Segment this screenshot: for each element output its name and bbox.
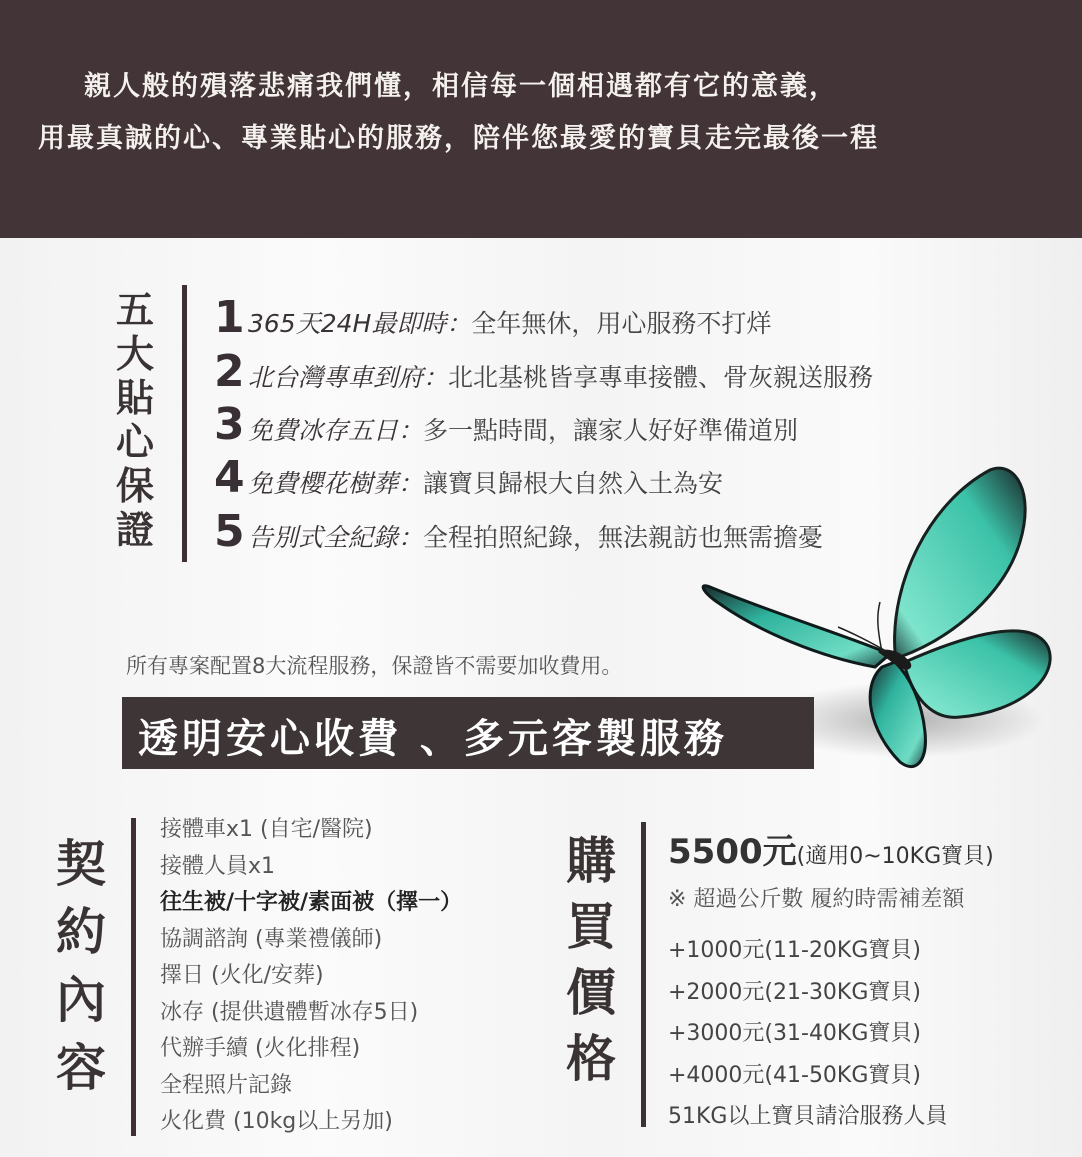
price-note: ※ 超過公斤數 履約時需補差額 [668,887,965,912]
contract-list [160,812,462,1141]
upper-right-wing [895,468,1026,657]
list-item: 代辦手續 (火化排程) [160,1036,361,1061]
guarantee-title: 免費櫻花樹葬： [248,469,424,498]
guarantee-desc: 全程拍照紀錄，無法親訪也無需擔憂 [423,523,824,552]
guarantee-number: 4 [214,452,245,503]
service-note: 所有專案配置8大流程服務，保證皆不需要加收費用。 [126,654,623,678]
guarantee-item-2 [214,346,873,397]
heading-char: 價 [566,963,616,1022]
guarantee-item-4 [214,452,723,503]
guarantees-divider [182,285,187,562]
list-item: 往生被/十字被/素面被（擇一） [160,890,463,915]
guarantee-number: 5 [214,506,245,557]
banner-line-2: 用最真誠的心、專業貼心的服務，陪伴您最愛的寶貝走完最後一程 [38,123,879,154]
slogan-banner [122,697,814,769]
heading-char: 五 [116,287,155,332]
heading-char: 貼 [116,375,155,420]
list-item: 擇日 (火化/安葬) [160,963,324,988]
list-item: 接體車x1 (自宅/醫院) [160,817,373,842]
heading-char: 容 [56,1038,106,1097]
list-item: +2000元(21-30KG寶貝) [668,979,921,1005]
guarantee-title: 告別式全紀錄： [248,523,424,552]
price-amount: 5500元 [668,832,797,872]
heading-char: 大 [116,331,155,376]
base-price [668,824,994,873]
heading-char: 約 [56,902,106,961]
list-item: +3000元(31-40KG寶貝) [668,1021,921,1046]
top-banner [0,0,1082,238]
contract-divider [131,818,136,1136]
heading-char: 格 [566,1029,616,1088]
guarantee-number: 2 [214,346,245,397]
contract-heading [56,830,106,1102]
heading-char: 內 [56,970,106,1029]
guarantee-item-1 [214,292,771,343]
list-item: 接體人員x1 [160,853,276,879]
guarantee-title: 免費冰存五日： [248,416,424,445]
heading-char: 保 [116,463,155,508]
list-item: +1000元(11-20KG寶貝) [668,938,921,963]
price-heading [566,828,616,1092]
guarantees-heading [116,288,154,552]
surcharge-list [668,930,947,1138]
guarantee-desc: 讓寶貝歸根大自然入土為安 [423,469,724,498]
price-divider [641,822,646,1127]
guarantee-desc: 北北基桃皆享專車接體、骨灰親送服務 [448,363,874,392]
list-item: 協調諮詢 (專業禮儀師) [160,926,383,952]
guarantee-title: 365天24H最即時： [248,309,472,338]
list-item: +4000元(41-50KG寶貝) [668,1062,921,1088]
list-item: 全程照片記錄 [160,1072,293,1098]
guarantee-title: 北台灣專車到府： [248,363,449,392]
upper-left-wing [703,586,890,667]
heading-char: 契 [56,834,106,893]
list-item: 火化費 (10kg以上另加) [160,1109,393,1134]
heading-char: 心 [116,419,155,464]
slogan-text: 透明安心收費 、多元客製服務 [138,715,728,762]
heading-char: 證 [116,507,155,552]
guarantee-desc: 多一點時間，讓家人好好準備道別 [423,416,799,445]
list-item: 冰存 (提供遺體暫冰存5日) [160,999,419,1025]
list-item: 51KG以上寶貝請洽服務人員 [668,1104,948,1129]
price-scope: (適用0~10KG寶貝) [796,844,994,869]
guarantee-number: 3 [214,399,245,450]
guarantee-number: 1 [214,292,245,343]
guarantee-item-3 [214,399,798,450]
antenna [878,602,882,652]
heading-char: 購 [566,831,616,890]
heading-char: 買 [566,897,616,956]
banner-line-1: 親人般的殞落悲痛我們懂，相信每一個相遇都有它的意義， [84,71,838,102]
guarantee-desc: 全年無休，用心服務不打烊 [471,309,772,338]
